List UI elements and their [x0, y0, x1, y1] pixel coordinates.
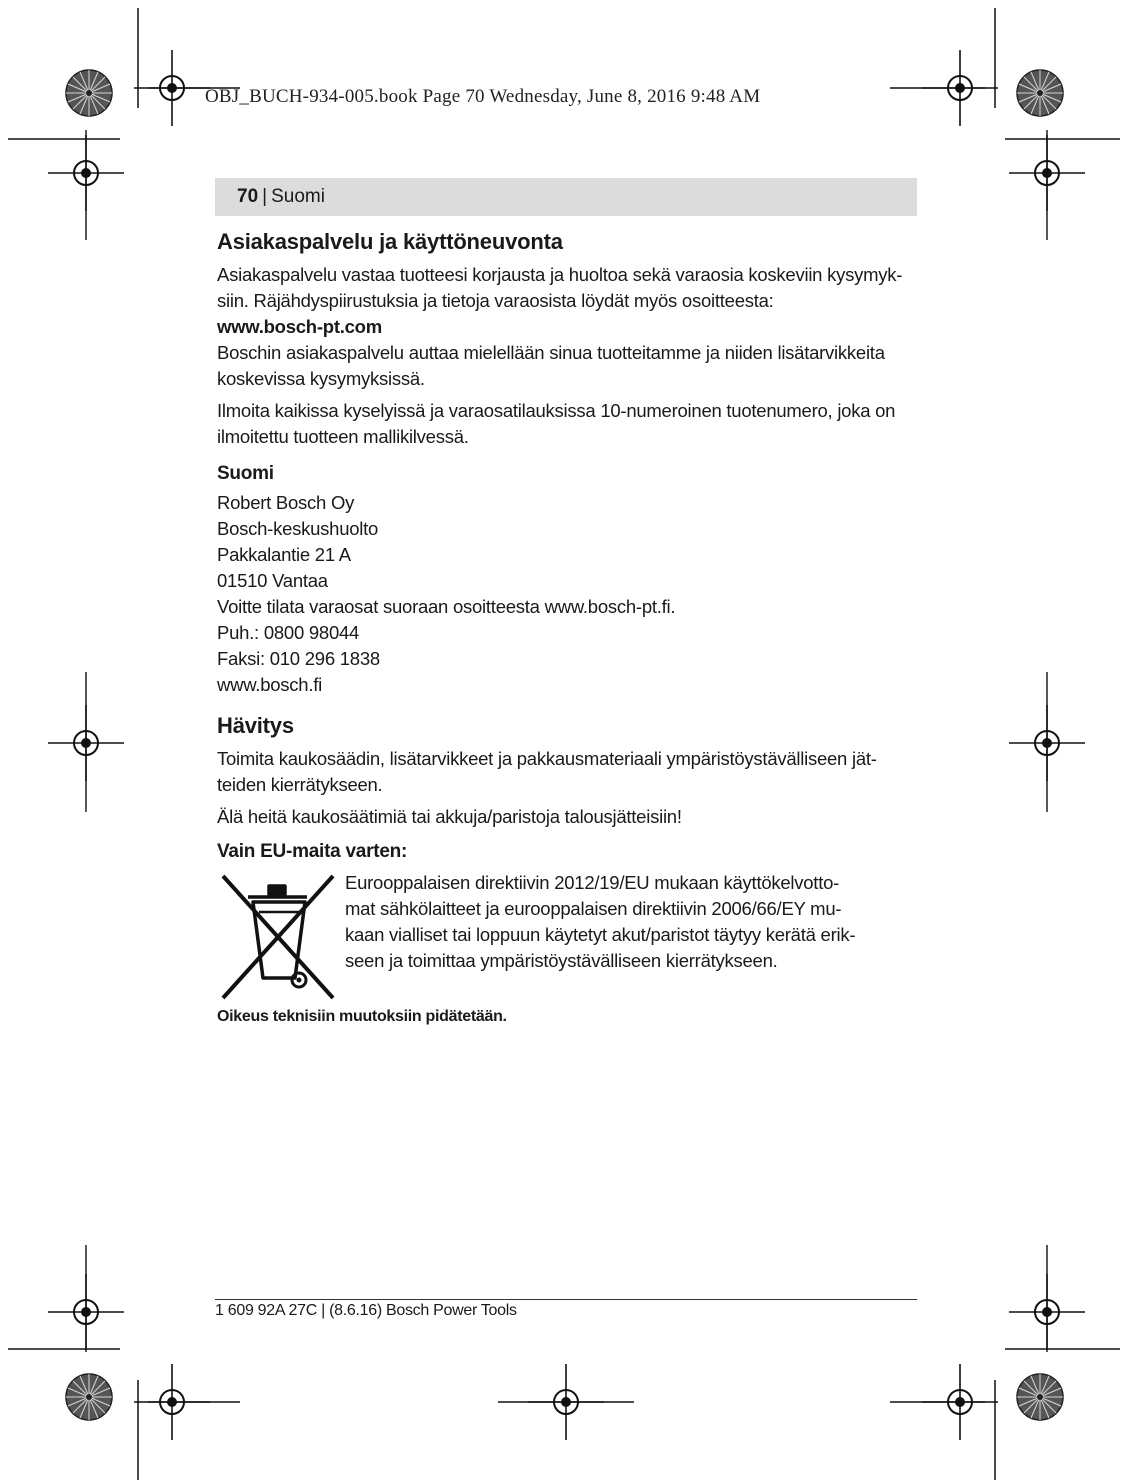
registration-star-top-left	[66, 70, 112, 116]
text-line: seen ja toimittaa ympäristöystävälliseen kierrätykseen.	[345, 950, 778, 971]
contact-line: Bosch-keskushuolto	[217, 518, 379, 539]
page-footer: 1 609 92A 27C | (8.6.16) Bosch Power Tools	[215, 1302, 517, 1319]
contact-line: 01510 Vantaa	[217, 570, 328, 591]
print-slug-line: OBJ_BUCH-934-005.book Page 70 Wednesday, June 8, 2016 9:48 AM	[205, 86, 761, 107]
text-line: Boschin asiakaspalvelu auttaa mielellään sinua tuotteitamme ja niiden lisätarvikkeita	[217, 342, 885, 363]
contact-line: Voitte tilata varaosat suoraan osoitteesta www.bosch-pt.fi.	[217, 596, 676, 617]
service-heading: Asiakaspalvelu ja käyttöneuvonta	[217, 229, 563, 254]
text-line: koskevissa kysymyksissä.	[217, 368, 425, 389]
text-line: kaan vialliset tai loppuun käytetyt akut/paristot täytyy kerätä erik-	[345, 924, 856, 945]
disposal-paragraph-2: Älä heitä kaukosäätimiä tai akkuja/paristoja talousjätteisiin!	[217, 806, 682, 827]
service-paragraph-1	[217, 262, 917, 340]
registration-star-bottom-left	[66, 1374, 112, 1420]
header-separator: |	[262, 186, 268, 207]
header-section-name: Suomi	[271, 186, 325, 207]
page-header-bar	[215, 178, 917, 216]
weee-block	[217, 870, 917, 1005]
registration-star-bottom-right	[1017, 1374, 1063, 1420]
footer-divider	[215, 1299, 917, 1300]
contact-line: Pakkalantie 21 A	[217, 544, 351, 565]
eu-heading: Vain EU-maita varten:	[217, 841, 408, 862]
service-paragraph-3	[217, 398, 917, 450]
text-line: siin. Räjähdyspiirustuksia ja tietoja varaosista löydät myös osoitteesta:	[217, 290, 774, 311]
page-number: 70	[237, 186, 259, 207]
text-line: Ilmoita kaikissa kyselyissä ja varaosatilauksissa 10-numeroinen tuotenumero, joka on	[217, 400, 896, 421]
rights-reserved-note: Oikeus teknisiin muutoksiin pidätetään.	[217, 1008, 507, 1025]
eu-directive-text	[345, 870, 855, 974]
text-line: ilmoitettu tuotteen mallikilvessä.	[217, 426, 469, 447]
service-paragraph-2	[217, 340, 917, 392]
disposal-heading: Hävitys	[217, 713, 294, 738]
contact-line: Faksi: 010 296 1838	[217, 648, 380, 669]
contact-address	[217, 490, 917, 698]
page-content	[217, 226, 917, 1029]
service-url[interactable]: www.bosch-pt.com	[217, 316, 382, 337]
registration-star-top-right	[1017, 70, 1063, 116]
text-line: Eurooppalaisen direktiivin 2012/19/EU mukaan käyttökelvotto-	[345, 872, 840, 893]
crossed-out-wheeled-bin-icon	[215, 870, 345, 1005]
text-line: Toimita kaukosäädin, lisätarvikkeet ja pakkausmateriaali ympäristöystävälliseen jät-	[217, 748, 877, 769]
contact-line[interactable]: www.bosch.fi	[217, 674, 322, 695]
text-line: mat sähkölaitteet ja eurooppalaisen direktiivin 2006/66/EY mu-	[345, 898, 842, 919]
disposal-paragraph-1	[217, 746, 917, 798]
contact-country-heading: Suomi	[217, 463, 274, 484]
text-line: Asiakaspalvelu vastaa tuotteesi korjausta ja huoltoa sekä varaosia koskeviin kysymyk-	[217, 264, 903, 285]
contact-line: Puh.: 0800 98044	[217, 622, 360, 643]
contact-line: Robert Bosch Oy	[217, 492, 355, 513]
text-line: teiden kierrätykseen.	[217, 774, 383, 795]
